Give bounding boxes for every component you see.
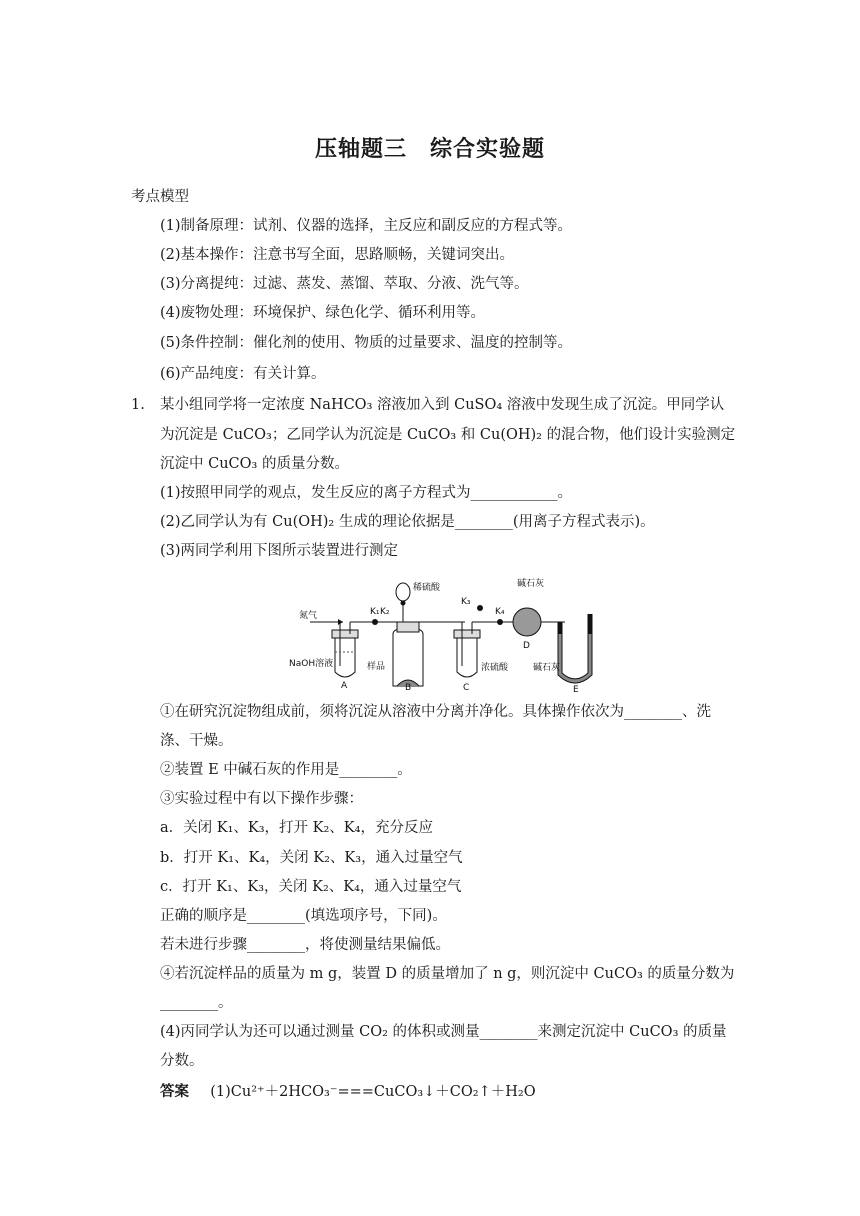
step-2: ②装置 E 中碱石灰的作用是________。 (160, 762, 412, 778)
model-item: (6)产品纯度：有关计算。 (160, 366, 326, 382)
label-nitrogen: 氮气 (299, 611, 318, 621)
label-b: B (405, 683, 412, 692)
label-sample: 样品 (367, 662, 386, 672)
label-naoh: NaOH溶液 (289, 659, 334, 669)
order-prompt: 正确的顺序是________(填选项序号，下同)。 (160, 908, 447, 924)
omit-prompt: 若未进行步骤________，将使测量结果偏低。 (160, 937, 450, 953)
apparatus-diagram (285, 574, 615, 692)
model-item: (5)条件控制：催化剂的使用、物质的过量要求、温度的控制等。 (160, 335, 573, 351)
question-stem: 某小组同学将一定浓度 NaHCO₃ 溶液加入到 CuSO₄ 溶液中发现生成了沉淀。甲同学认 (160, 397, 725, 413)
step-1: 涤、干燥。 (160, 733, 233, 749)
label-soda-lime-e: 碱石灰 (533, 663, 561, 673)
u-tube-e (560, 614, 590, 681)
step-4: ④若沉淀样品的质量为 m g，装置 D 的质量增加了 n g，则沉淀中 CuCO₃ 的质量分数为 (160, 966, 735, 982)
valve-k3-icon (477, 605, 483, 611)
step-4: ________。 (160, 995, 233, 1011)
valve-k1-icon (372, 619, 378, 625)
label-soda-lime-d: 碱石灰 (517, 579, 545, 589)
page-title: 压轴题三 综合实验题 (314, 137, 545, 162)
label-a: A (341, 681, 348, 691)
valve-k4-icon (497, 619, 503, 625)
answer-label: 答案 (160, 1084, 189, 1100)
option-b: b．打开 K₁、K₄，关闭 K₂、K₃，通入过量空气 (160, 850, 463, 866)
label-k1: K₁ (370, 607, 380, 617)
question-stem: 为沉淀是 CuCO₃；乙同学认为沉淀是 CuCO₃ 和 Cu(OH)₂ 的混合物，他们设计实验测定 (160, 427, 736, 443)
label-conc-acid: 浓硫酸 (481, 663, 509, 673)
label-c: C (463, 683, 470, 692)
label-d: D (523, 641, 530, 651)
label-dilute-acid: 稀硫酸 (413, 583, 441, 593)
section-label: 考点模型 (131, 189, 189, 205)
question-number: 1. (131, 397, 145, 413)
label-k2: K₂ (380, 607, 390, 617)
option-c: c．打开 K₁、K₃，关闭 K₂、K₄，通入过量空气 (160, 879, 462, 895)
model-item: (2)基本操作：注意书写全面，思路顺畅，关键词突出。 (160, 247, 515, 263)
step-1: ①在研究沉淀物组成前，须将沉淀从溶液中分离并净化。具体操作依次为________、洗 (160, 704, 711, 720)
drying-tube-d (510, 608, 565, 636)
label-k4: K₄ (495, 607, 505, 617)
option-a: a．关闭 K₁、K₃，打开 K₂、K₄，充分反应 (160, 820, 433, 836)
tube-c (454, 622, 480, 677)
subquestion-4: (4)丙同学认为还可以通过测量 CO₂ 的体积或测量________来测定沉淀中 CuCO₃ 的质量 (160, 1024, 727, 1040)
answer-text: (1)Cu²⁺＋2HCO₃⁻===CuCO₃↓＋CO₂↑＋H₂O (210, 1084, 536, 1100)
subquestion-1: (1)按照甲同学的观点，发生反应的离子方程式为____________。 (160, 485, 573, 501)
question-stem: 沉淀中 CuCO₃ 的质量分数。 (160, 456, 349, 472)
label-k3: K₃ (461, 597, 471, 607)
answer-line (160, 1083, 536, 1101)
subquestion-3: (3)两同学利用下图所示装置进行测定 (160, 543, 399, 559)
subquestion-2: (2)乙同学认为有 Cu(OH)₂ 生成的理论依据是________(用离子方程式表示)。 (160, 514, 655, 530)
bottle-b (393, 583, 423, 686)
label-e: E (573, 685, 579, 692)
model-item: (3)分离提纯：过滤、蒸发、蒸馏、萃取、分液、洗气等。 (160, 276, 529, 292)
model-item: (1)制备原理：试剂、仪器的选择，主反应和副反应的方程式等。 (160, 218, 573, 234)
tube-a (332, 622, 358, 677)
subquestion-4: 分数。 (160, 1053, 204, 1069)
model-item: (4)废物处理：环境保护、绿色化学、循环利用等。 (160, 305, 486, 321)
step-3: ③实验过程中有以下操作步骤： (160, 791, 363, 807)
